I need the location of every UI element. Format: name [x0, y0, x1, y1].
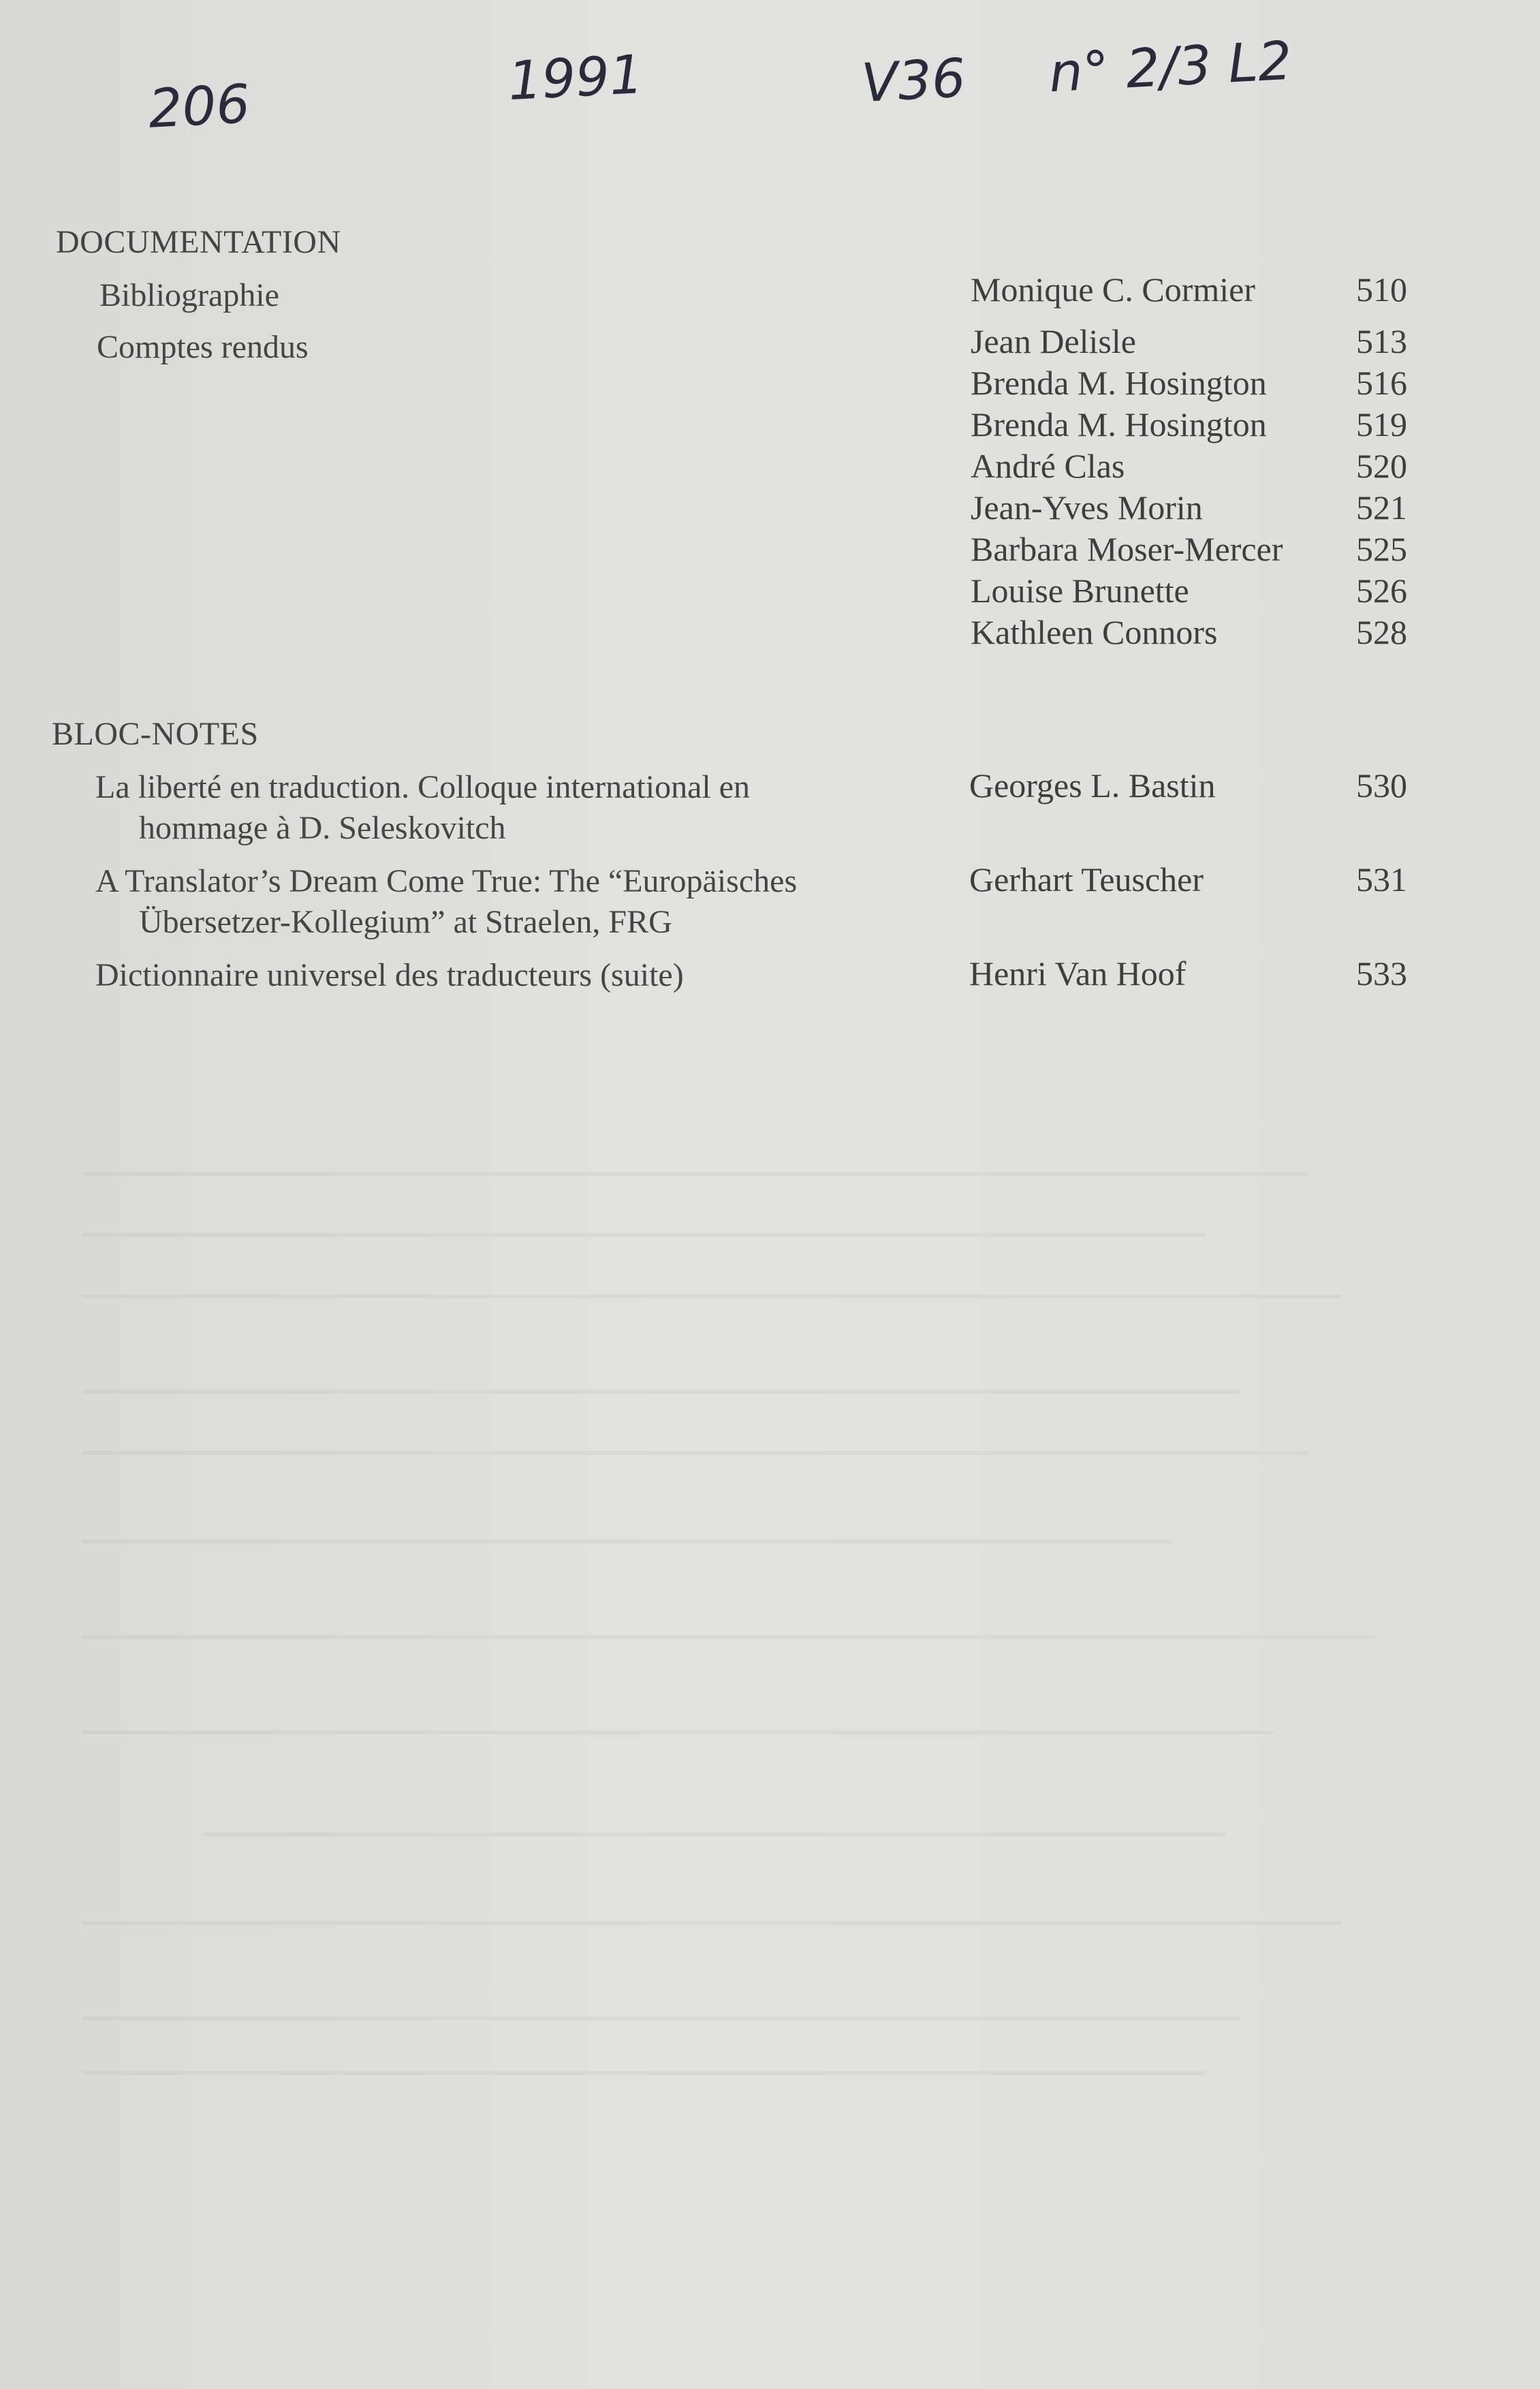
handwritten-number: 206 — [146, 74, 252, 140]
handwritten-volume: V36 — [860, 48, 967, 114]
page-number: 520 — [1356, 447, 1407, 485]
page-number: 530 — [1356, 766, 1407, 805]
author-entry: Louise Brunette — [971, 572, 1189, 610]
author-entry: André Clas — [971, 447, 1125, 485]
author-entry: Georges L. Bastin — [969, 766, 1216, 805]
section-heading-bloc-notes: BLOC-NOTES — [52, 716, 259, 752]
subsection-comptes-rendus: Comptes rendus — [97, 329, 309, 365]
author-entry: Gerhart Teuscher — [969, 860, 1204, 899]
author-entry: Henri Van Hoof — [969, 954, 1187, 993]
handwritten-year: 1991 — [506, 44, 645, 113]
section-heading-documentation: DOCUMENTATION — [56, 224, 341, 260]
page-number: 531 — [1356, 860, 1407, 899]
title-line-continued: Übersetzer-Kollegium” at Straelen, FRG — [139, 904, 672, 940]
author-entry: Monique C. Cormier — [971, 270, 1256, 309]
page-number: 525 — [1356, 530, 1407, 568]
title-line: A Translator’s Dream Come True: The “Europäisches — [95, 863, 798, 899]
page-number: 510 — [1356, 270, 1407, 309]
title-line: Dictionnaire universel des traducteurs (suite) — [95, 957, 684, 993]
page-number: 516 — [1356, 364, 1407, 402]
page-number: 521 — [1356, 488, 1407, 527]
title-line-continued: hommage à D. Seleskovitch — [139, 810, 506, 846]
page-number: 519 — [1356, 405, 1407, 443]
page-number: 528 — [1356, 613, 1407, 651]
subsection-bibliographie: Bibliographie — [99, 277, 279, 313]
title-line: La liberté en traduction. Colloque international en — [95, 769, 751, 805]
page-number: 533 — [1356, 954, 1407, 993]
author-entry: Brenda M. Hosington — [971, 405, 1267, 443]
author-entry: Jean Delisle — [971, 322, 1136, 360]
bloc-notes-title-translators-dream — [95, 861, 954, 943]
handwritten-issue: n° 2/3 L2 — [1047, 30, 1293, 105]
author-entry: Barbara Moser-Mercer — [971, 530, 1283, 568]
author-entry: Kathleen Connors — [971, 613, 1218, 651]
page-number: 526 — [1356, 572, 1407, 610]
author-entry: Brenda M. Hosington — [971, 364, 1267, 402]
bloc-notes-title-liberte — [95, 767, 954, 849]
author-entry: Jean-Yves Morin — [971, 488, 1203, 527]
page-number: 513 — [1356, 322, 1407, 360]
bloc-notes-title-dictionnaire — [95, 955, 954, 996]
